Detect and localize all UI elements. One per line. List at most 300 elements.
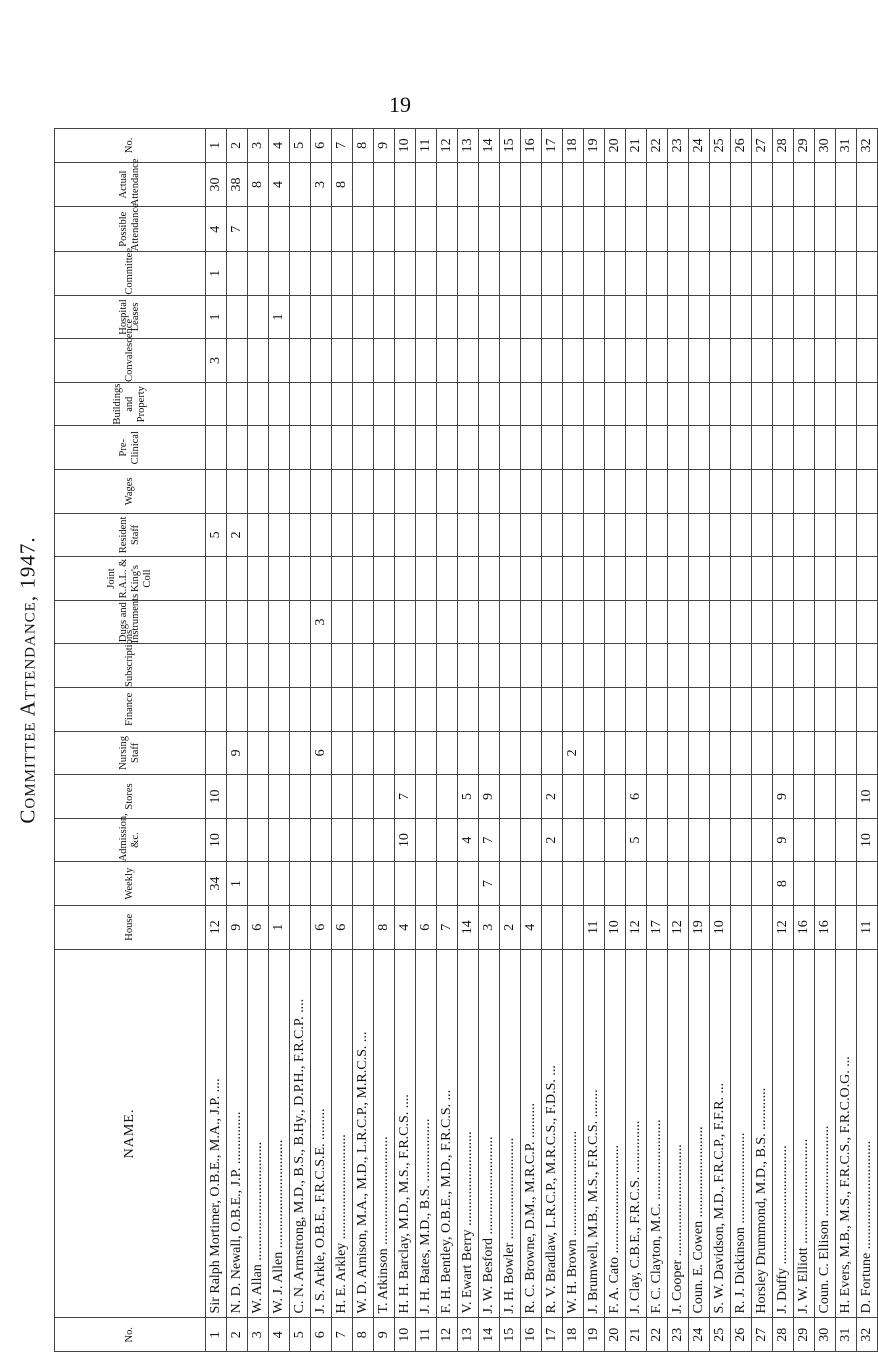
attendance-cell [773,688,794,732]
attendance-cell [794,426,815,470]
attendance-cell: 27 [752,129,773,163]
table-row [542,129,563,1352]
attendance-cell: 10 [710,905,731,949]
attendance-cell [710,207,731,252]
attendance-cell [248,470,269,514]
attendance-cell [794,470,815,514]
attendance-cell [227,644,248,688]
attendance-cell [773,252,794,296]
attendance-cell [542,557,563,601]
attendance-cell [416,513,437,557]
attendance-cell [605,688,626,732]
attendance-cell [269,557,290,601]
attendance-cell [500,688,521,732]
attendance-cell [752,382,773,426]
attendance-cell [605,426,626,470]
attendance-cell [647,252,668,296]
attendance-cell [689,818,710,862]
attendance-cell [710,862,731,906]
attendance-cell [815,207,836,252]
table-row [668,129,689,1352]
attendance-cell: 9 [773,775,794,819]
attendance-cell [311,862,332,906]
attendance-cell [605,775,626,819]
column-header: Pre-Clinical [55,426,206,470]
attendance-cell [689,557,710,601]
attendance-cell [479,644,500,688]
row-number: 26 [731,1318,752,1352]
table-row [479,129,500,1352]
attendance-cell [290,905,311,949]
attendance-cell [458,382,479,426]
attendance-cell [542,162,563,207]
table-row [794,129,815,1352]
attendance-cell [647,426,668,470]
attendance-cell [227,818,248,862]
row-number: 18 [563,1318,584,1352]
attendance-cell [668,295,689,339]
table-row [815,129,836,1352]
attendance-cell [815,252,836,296]
attendance-cell: 21 [626,129,647,163]
attendance-cell [668,513,689,557]
attendance-cell: 3 [248,129,269,163]
column-header: Weekly [55,862,206,906]
attendance-cell [353,339,374,383]
attendance-cell [521,557,542,601]
attendance-cell [395,862,416,906]
attendance-cell [521,426,542,470]
attendance-cell [269,207,290,252]
attendance-cell [815,688,836,732]
attendance-cell: 5 [290,129,311,163]
attendance-cell [605,382,626,426]
attendance-cell [857,644,878,688]
row-number: 11 [416,1318,437,1352]
attendance-cell [773,207,794,252]
attendance-cell: 7 [332,129,353,163]
attendance-cell [437,557,458,601]
attendance-cell [290,688,311,732]
attendance-cell [752,644,773,688]
attendance-cell: 1 [269,295,290,339]
column-header: Buildings and Property [55,382,206,426]
attendance-cell [563,775,584,819]
attendance-cell [521,295,542,339]
attendance-cell [437,295,458,339]
attendance-cell [815,775,836,819]
attendance-cell [416,426,437,470]
attendance-cell [437,600,458,644]
attendance-cell [542,426,563,470]
attendance-cell [500,162,521,207]
attendance-cell [773,162,794,207]
attendance-cell [563,818,584,862]
attendance-cell [227,252,248,296]
attendance-cell [416,862,437,906]
attendance-cell [563,557,584,601]
attendance-cell: 4 [395,905,416,949]
attendance-cell [668,644,689,688]
attendance-cell [227,382,248,426]
attendance-cell [794,600,815,644]
attendance-cell: 6 [626,775,647,819]
attendance-cell [752,207,773,252]
attendance-cell: 11 [416,129,437,163]
attendance-cell [395,470,416,514]
attendance-cell [794,862,815,906]
attendance-cell [815,731,836,775]
attendance-cell [773,731,794,775]
attendance-cell [563,862,584,906]
attendance-cell: 6 [311,129,332,163]
attendance-cell [794,644,815,688]
member-name: J. W. Besford ............................ [479,949,500,1318]
column-header: No. [55,129,206,163]
attendance-cell [731,688,752,732]
table-row [206,129,227,1352]
attendance-cell [479,470,500,514]
attendance-cell: 14 [458,905,479,949]
attendance-cell [815,818,836,862]
attendance-cell [731,162,752,207]
attendance-cell [458,162,479,207]
attendance-cell [458,470,479,514]
attendance-cell [353,905,374,949]
attendance-cell [332,382,353,426]
attendance-cell [731,775,752,819]
attendance-cell [479,382,500,426]
attendance-cell [584,775,605,819]
attendance-cell [311,775,332,819]
row-number: 4 [269,1318,290,1352]
member-name: Coun. C. Ellison .......................... [815,949,836,1318]
attendance-cell [353,557,374,601]
attendance-cell [332,426,353,470]
attendance-cell [353,862,374,906]
attendance-cell [353,600,374,644]
attendance-cell [332,470,353,514]
attendance-cell [563,162,584,207]
table-row [248,129,269,1352]
attendance-cell [248,688,269,732]
attendance-cell [227,426,248,470]
attendance-cell [836,557,857,601]
attendance-cell [374,600,395,644]
attendance-cell [815,339,836,383]
attendance-cell [542,862,563,906]
attendance-cell: 4 [269,129,290,163]
attendance-cell [500,252,521,296]
attendance-cell [752,426,773,470]
attendance-cell [416,557,437,601]
attendance-cell [710,688,731,732]
attendance-cell [689,513,710,557]
attendance-cell [584,644,605,688]
attendance-cell [668,252,689,296]
attendance-cell [521,775,542,819]
attendance-cell [668,731,689,775]
attendance-cell [731,731,752,775]
row-number: 27 [752,1318,773,1352]
member-name: J. Clay, C.B.E., F.R.C.S. ............... [626,949,647,1318]
attendance-cell [437,426,458,470]
attendance-cell [794,818,815,862]
row-number: 17 [542,1318,563,1352]
attendance-cell [773,600,794,644]
attendance-cell [353,731,374,775]
attendance-cell [542,382,563,426]
attendance-cell [836,600,857,644]
attendance-cell [689,207,710,252]
attendance-cell [227,557,248,601]
attendance-cell [206,382,227,426]
row-number: 9 [374,1318,395,1352]
table-row [521,129,542,1352]
attendance-cell [521,162,542,207]
attendance-cell [731,513,752,557]
attendance-cell [794,162,815,207]
attendance-cell: 9 [374,129,395,163]
attendance-cell [500,382,521,426]
attendance-cell [248,644,269,688]
attendance-cell [626,470,647,514]
attendance-cell [458,295,479,339]
row-number: 23 [668,1318,689,1352]
attendance-cell [458,862,479,906]
attendance-cell: 25 [710,129,731,163]
column-header: Possible Attendance [55,207,206,252]
attendance-cell [668,862,689,906]
attendance-cell [626,252,647,296]
attendance-cell [311,382,332,426]
member-name: F. A. Cato ............................... [605,949,626,1318]
attendance-cell [815,600,836,644]
attendance-cell: 7 [395,775,416,819]
row-number: 6 [311,1318,332,1352]
member-name: T. Atkinson ............................... [374,949,395,1318]
attendance-cell [437,207,458,252]
attendance-cell [794,339,815,383]
attendance-cell [584,207,605,252]
table-row [773,129,794,1352]
attendance-cell [269,426,290,470]
attendance-cell [332,644,353,688]
attendance-cell [332,818,353,862]
attendance-cell [416,339,437,383]
attendance-cell: 12 [626,905,647,949]
attendance-cell [374,644,395,688]
attendance-cell [563,207,584,252]
attendance-cell: 1 [206,129,227,163]
attendance-cell [290,644,311,688]
attendance-cell [374,862,395,906]
attendance-cell [500,644,521,688]
attendance-cell [227,295,248,339]
attendance-cell [794,295,815,339]
attendance-cell [248,207,269,252]
attendance-cell [542,688,563,732]
attendance-cell [500,775,521,819]
attendance-cell [815,426,836,470]
attendance-cell: 10 [395,129,416,163]
column-header: Admission, &c. [55,818,206,862]
attendance-cell [857,162,878,207]
attendance-cell [500,862,521,906]
attendance-cell [563,600,584,644]
member-name: J. H. Bowler ............................. [500,949,521,1318]
attendance-cell: 16 [815,905,836,949]
table-row [332,129,353,1352]
attendance-cell [458,339,479,383]
attendance-cell: 34 [206,862,227,906]
attendance-cell [542,600,563,644]
attendance-cell [374,339,395,383]
attendance-cell [416,470,437,514]
attendance-cell: 10 [206,818,227,862]
attendance-cell [647,295,668,339]
attendance-cell [248,557,269,601]
member-name: D. Fortune ............................... [857,949,878,1318]
attendance-cell: 8 [353,129,374,163]
attendance-cell [374,688,395,732]
attendance-cell [836,162,857,207]
attendance-cell: 4 [521,905,542,949]
attendance-cell [374,426,395,470]
attendance-cell [689,252,710,296]
attendance-cell [857,295,878,339]
attendance-cell: 1 [227,862,248,906]
attendance-cell [731,470,752,514]
attendance-cell [794,731,815,775]
attendance-cell [584,162,605,207]
attendance-cell [521,600,542,644]
attendance-cell: 19 [584,129,605,163]
attendance-cell [395,252,416,296]
attendance-cell: 12 [773,905,794,949]
attendance-cell [311,207,332,252]
column-header: Wages [55,470,206,514]
attendance-cell [521,862,542,906]
member-name: H. H. Barclay, M.D., M.S., F.R.C.S. .... [395,949,416,1318]
attendance-cell: 17 [542,129,563,163]
attendance-cell [794,252,815,296]
attendance-cell [458,557,479,601]
attendance-cell [605,557,626,601]
attendance-cell [626,644,647,688]
side-title-text: Committee Attendance, 1947. [15,536,40,824]
attendance-cell [626,513,647,557]
attendance-cell [290,731,311,775]
member-name: W. H. Brown .............................. [563,949,584,1318]
member-name: H. E. Arkley .............................. [332,949,353,1318]
attendance-cell [332,252,353,296]
attendance-cell: 9 [479,775,500,819]
attendance-cell [290,162,311,207]
attendance-cell: 3 [479,905,500,949]
attendance-cell [269,775,290,819]
attendance-cell [500,426,521,470]
attendance-cell [248,818,269,862]
attendance-cell: 22 [647,129,668,163]
table-row [311,129,332,1352]
attendance-cell [647,339,668,383]
attendance-cell [416,731,437,775]
page-number: 19 [389,92,411,117]
attendance-cell [584,339,605,383]
attendance-cell [521,644,542,688]
attendance-cell [794,513,815,557]
attendance-cell [437,252,458,296]
attendance-cell [500,557,521,601]
attendance-cell [479,600,500,644]
attendance-cell [857,600,878,644]
attendance-cell [647,688,668,732]
attendance-cell: 4 [458,818,479,862]
attendance-cell [416,818,437,862]
attendance-cell [290,470,311,514]
attendance-cell [584,426,605,470]
attendance-cell [647,600,668,644]
column-header: Joint R.A.L. & King's Coll [55,557,206,601]
attendance-cell: 23 [668,129,689,163]
attendance-cell: 30 [815,129,836,163]
attendance-cell [542,731,563,775]
attendance-cell: 30 [206,162,227,207]
attendance-cell [836,513,857,557]
attendance-cell [773,470,794,514]
attendance-cell [290,207,311,252]
attendance-cell [374,557,395,601]
member-name: Sir Ralph Mortimer, O.B.E., M.A., J.P. .... [206,949,227,1318]
row-number: 32 [857,1318,878,1352]
attendance-cell: 12 [206,905,227,949]
attendance-cell [752,688,773,732]
attendance-cell [689,382,710,426]
attendance-cell [458,426,479,470]
attendance-cell: 3 [311,600,332,644]
row-number: 10 [395,1318,416,1352]
attendance-cell: 10 [395,818,416,862]
attendance-cell [248,339,269,383]
attendance-cell [731,818,752,862]
attendance-cell [773,339,794,383]
member-name: R. J. Dickinson .......................... [731,949,752,1318]
attendance-cell [311,426,332,470]
attendance-cell [374,513,395,557]
attendance-cell [815,162,836,207]
attendance-cell [395,162,416,207]
attendance-cell [668,557,689,601]
attendance-cell [227,775,248,819]
attendance-cell [395,295,416,339]
attendance-cell [836,426,857,470]
attendance-cell [689,470,710,514]
attendance-cell [605,339,626,383]
attendance-cell [668,818,689,862]
member-name: J. H. Bates, M.D., B.S. .................. [416,949,437,1318]
member-name: F. H. Bentley, O.B.E., M.D., F.R.C.S. ... [437,949,458,1318]
column-header: Finance [55,688,206,732]
attendance-cell [668,688,689,732]
attendance-cell: 9 [227,731,248,775]
attendance-cell [395,600,416,644]
attendance-cell [647,775,668,819]
attendance-cell [206,600,227,644]
attendance-cell [605,818,626,862]
attendance-cell [437,162,458,207]
attendance-cell: 3 [206,339,227,383]
